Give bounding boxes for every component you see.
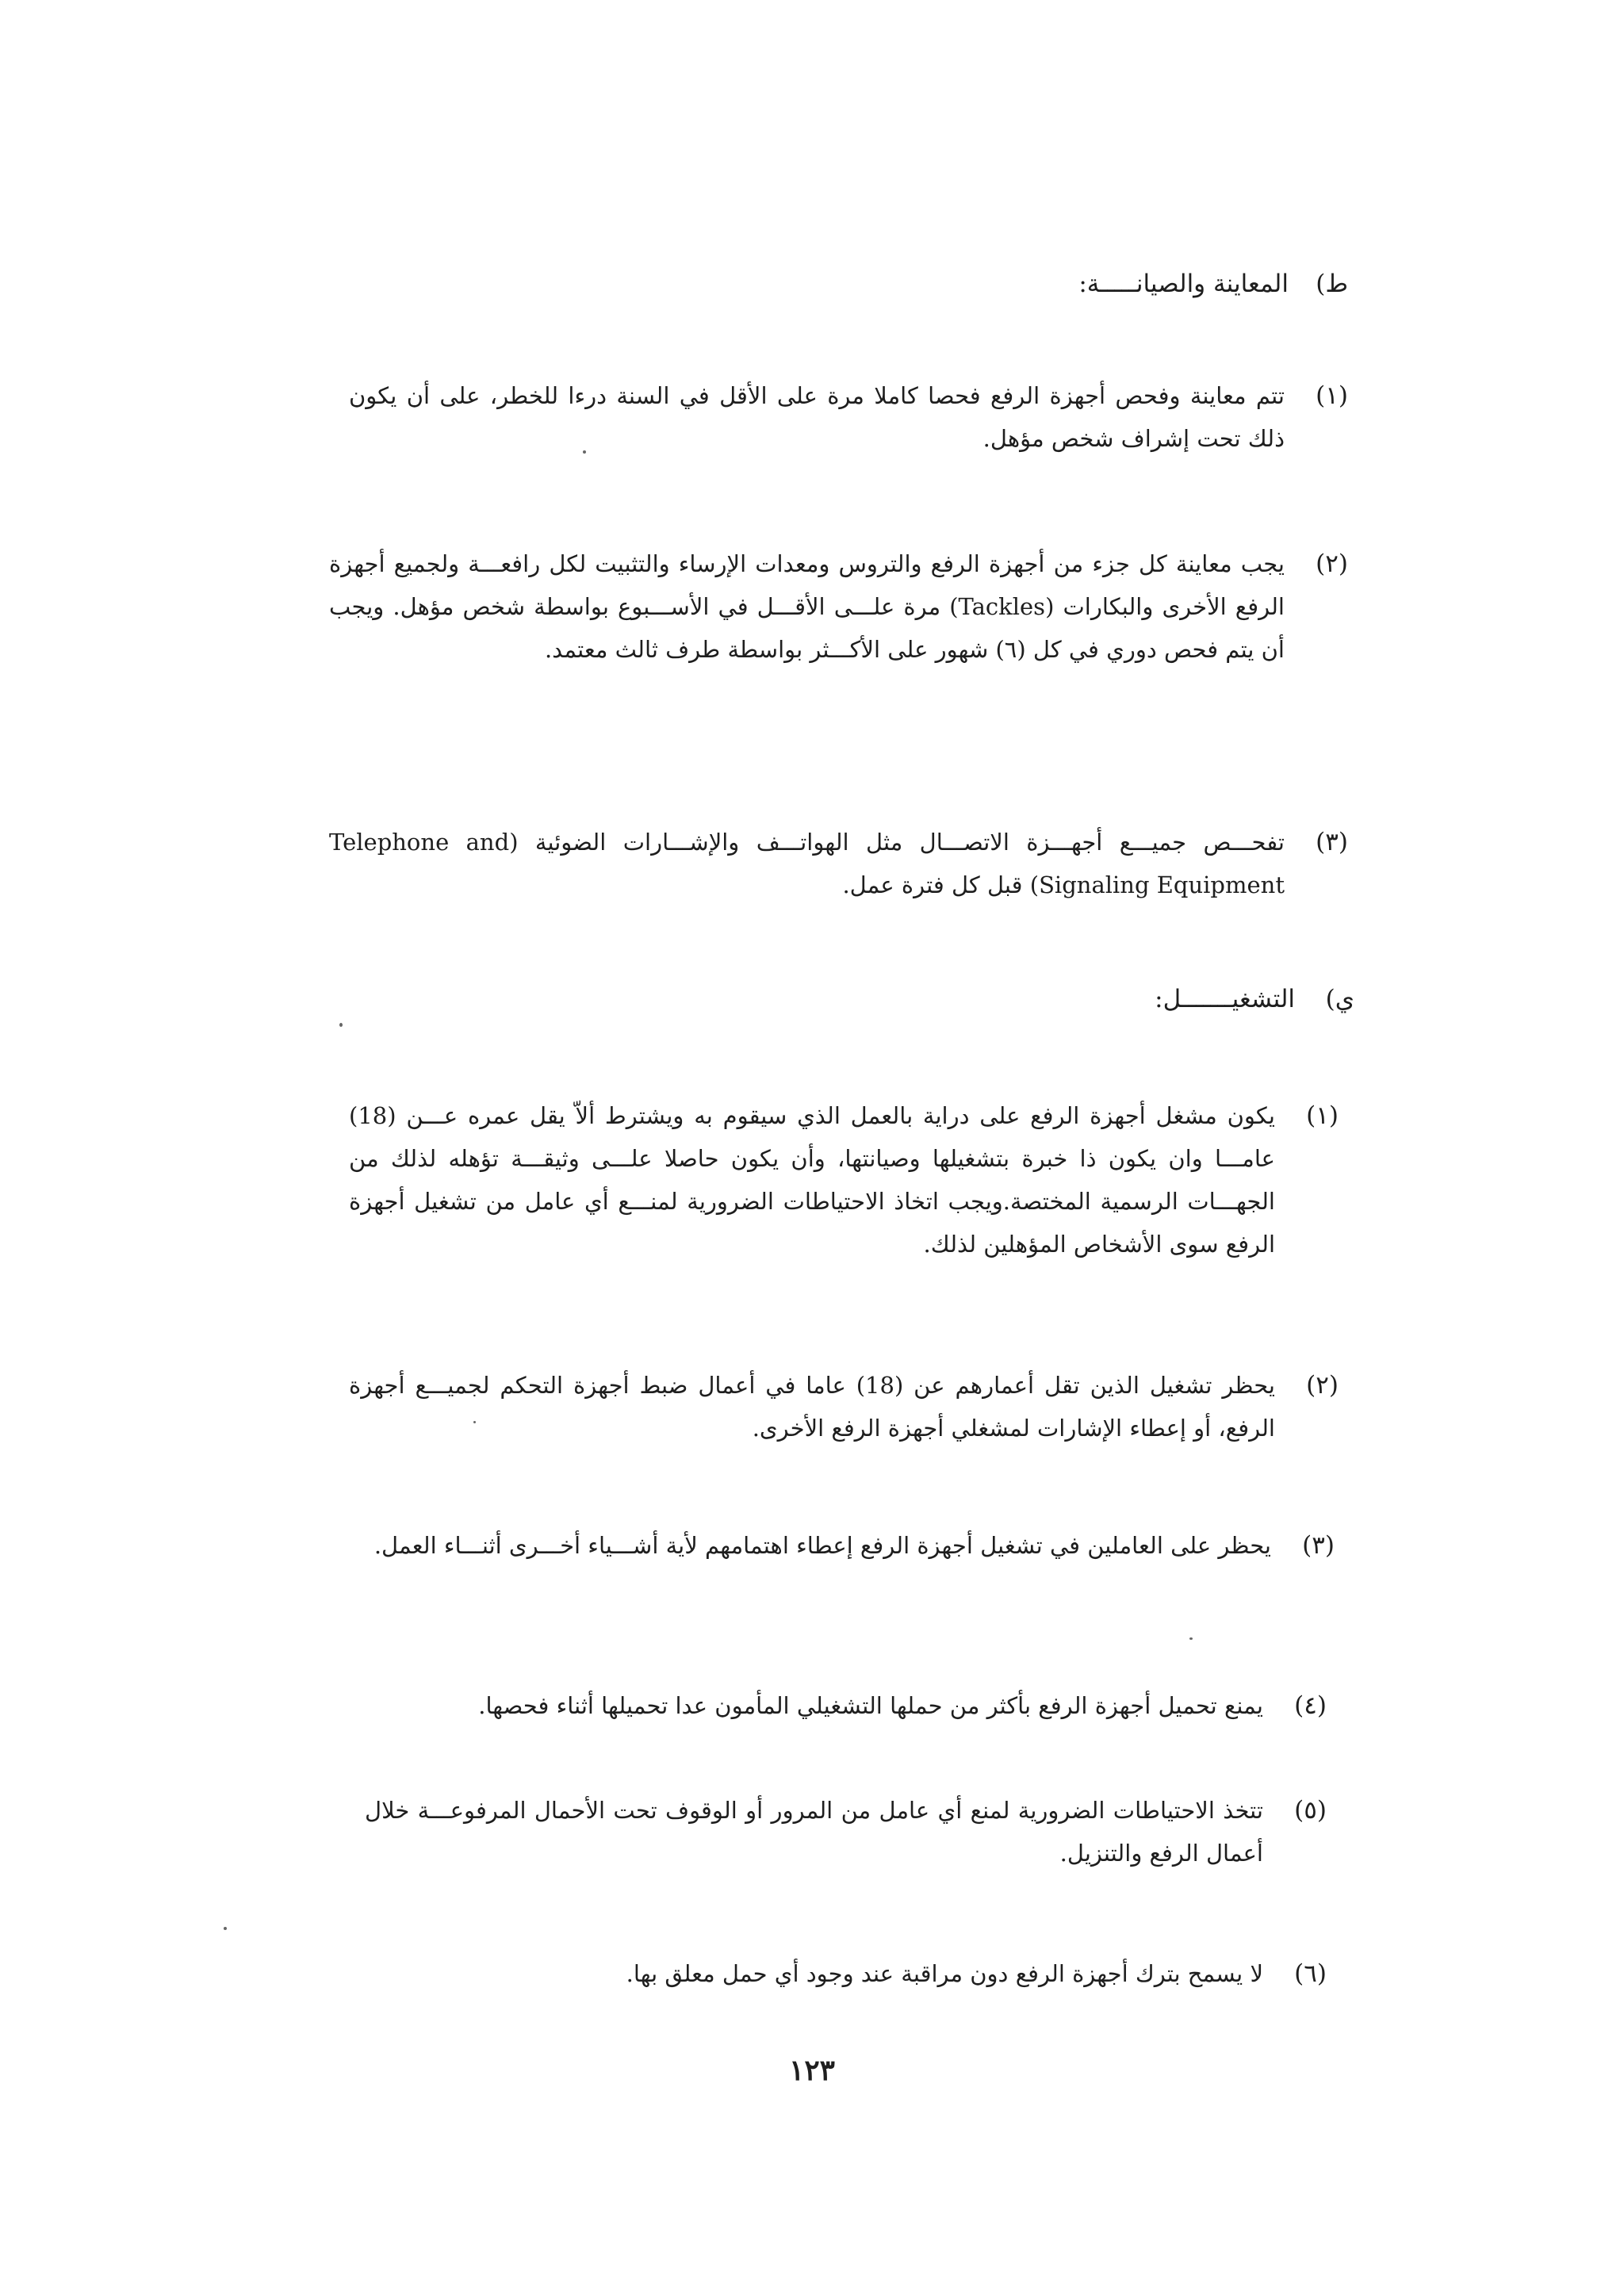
item-number: (٦) (1294, 1959, 1327, 1988)
scan-speck (339, 1023, 343, 1027)
item-number: (٥) (1294, 1796, 1327, 1825)
item-text: تتم معاينة وفحص أجهزة الرفع فحصا كاملا مرة على الأقل في السنة درءا للخطر، على أن يكون ذلك تحت إشراف شخص مؤهل. (349, 382, 1285, 452)
item-number: (٢) (1306, 1371, 1339, 1400)
section-letter: ط) (1316, 270, 1348, 298)
item-text: يمنع تحميل أجهزة الرفع بأكثر من حملها التشغيلي المأمون عدا تحميلها أثناء فحصها. (478, 1692, 1263, 1719)
list-item (365, 1789, 1327, 1875)
page-number: ١٢٣ (788, 2054, 835, 2087)
list-item (329, 542, 1348, 671)
scan-speck (583, 450, 586, 454)
item-text: يحظر على العاملين في تشغيل أجهزة الرفع إعطاء اهتمامهم لأية أشـــياء أخـــرى أثنـــاء العمل. (373, 1532, 1271, 1559)
list-item (349, 374, 1348, 460)
item-number: (١) (1306, 1101, 1339, 1130)
item-text: يجب معاينة كل جزء من أجهزة الرفع والتروس ومعدات الإرساء والتثبيت لكل رافعـــة ولجميع أجهزة الرفع الأخرى والبكارات (Tackles) مرة علـــى الأقـــل في الأســـبوع بواسطة شخص مؤهل. ويجب أن يتم فحص دوري في كل (٦) شهور على الأكـــثر بواسطة طرف ثالث معتمد. (329, 550, 1285, 663)
list-item (444, 1952, 1327, 1995)
item-text: تفحـــص جميـــع أجهـــزة الاتصـــال مثل الهواتـــف والإشـــارات الضوئية (Telephone and Signaling Equipment) قبل كل فترة عمل. (329, 829, 1285, 898)
list-item (357, 1524, 1335, 1567)
scan-speck (473, 1421, 476, 1423)
list-item (373, 1684, 1327, 1727)
scan-speck (1189, 1637, 1193, 1640)
list-item (349, 1094, 1339, 1266)
list-item (329, 821, 1348, 906)
item-number: (٢) (1316, 550, 1348, 578)
item-text: لا يسمح بترك أجهزة الرفع دون مراقبة عند وجود أي حمل معلق بها. (626, 1960, 1263, 1987)
item-number: (٤) (1294, 1691, 1327, 1720)
item-number: (٣) (1316, 828, 1348, 856)
item-number: (٣) (1302, 1531, 1335, 1560)
section-heading-inspection (714, 270, 1348, 298)
section-title: المعاينة والصيانـــــة: (1078, 270, 1289, 298)
item-text: يكون مشغل أجهزة الرفع على دراية بالعمل الذي سيقوم به ويشترط ألاّ يقل عمره عـــن (18) عامـــا وان يكون ذا خبرة بتشغيلها وصيانتها، وأن يكون حاصلا علـــى وثيقـــة تؤهله لذلك من الجهـــات الرسمية المختصة.ويجب اتخاذ الاحتياطات الضرورية لمنـــع أي عامل من تشغيل أجهزة الرفع سوى الأشخاص المؤهلين لذلك. (349, 1102, 1275, 1258)
scan-speck (224, 1927, 227, 1930)
section-title: التشغيـــــــل: (1155, 985, 1295, 1013)
list-item (349, 1364, 1339, 1450)
item-text: تتخذ الاحتياطات الضرورية لمنع أي عامل من المرور أو الوقوف تحت الأحمال المرفوعـــة خلال أعمال الرفع والتنزيل. (365, 1797, 1263, 1867)
section-heading-operation (720, 985, 1354, 1013)
section-letter: ي) (1325, 985, 1354, 1013)
item-text: يحظر تشغيل الذين تقل أعمارهم عن (18) عاما في أعمال ضبط أجهزة التحكم لجميـــع أجهزة الرفع، أو إعطاء الإشارات لمشغلي أجهزة الرفع الأخرى. (349, 1372, 1275, 1442)
item-number: (١) (1316, 381, 1348, 410)
